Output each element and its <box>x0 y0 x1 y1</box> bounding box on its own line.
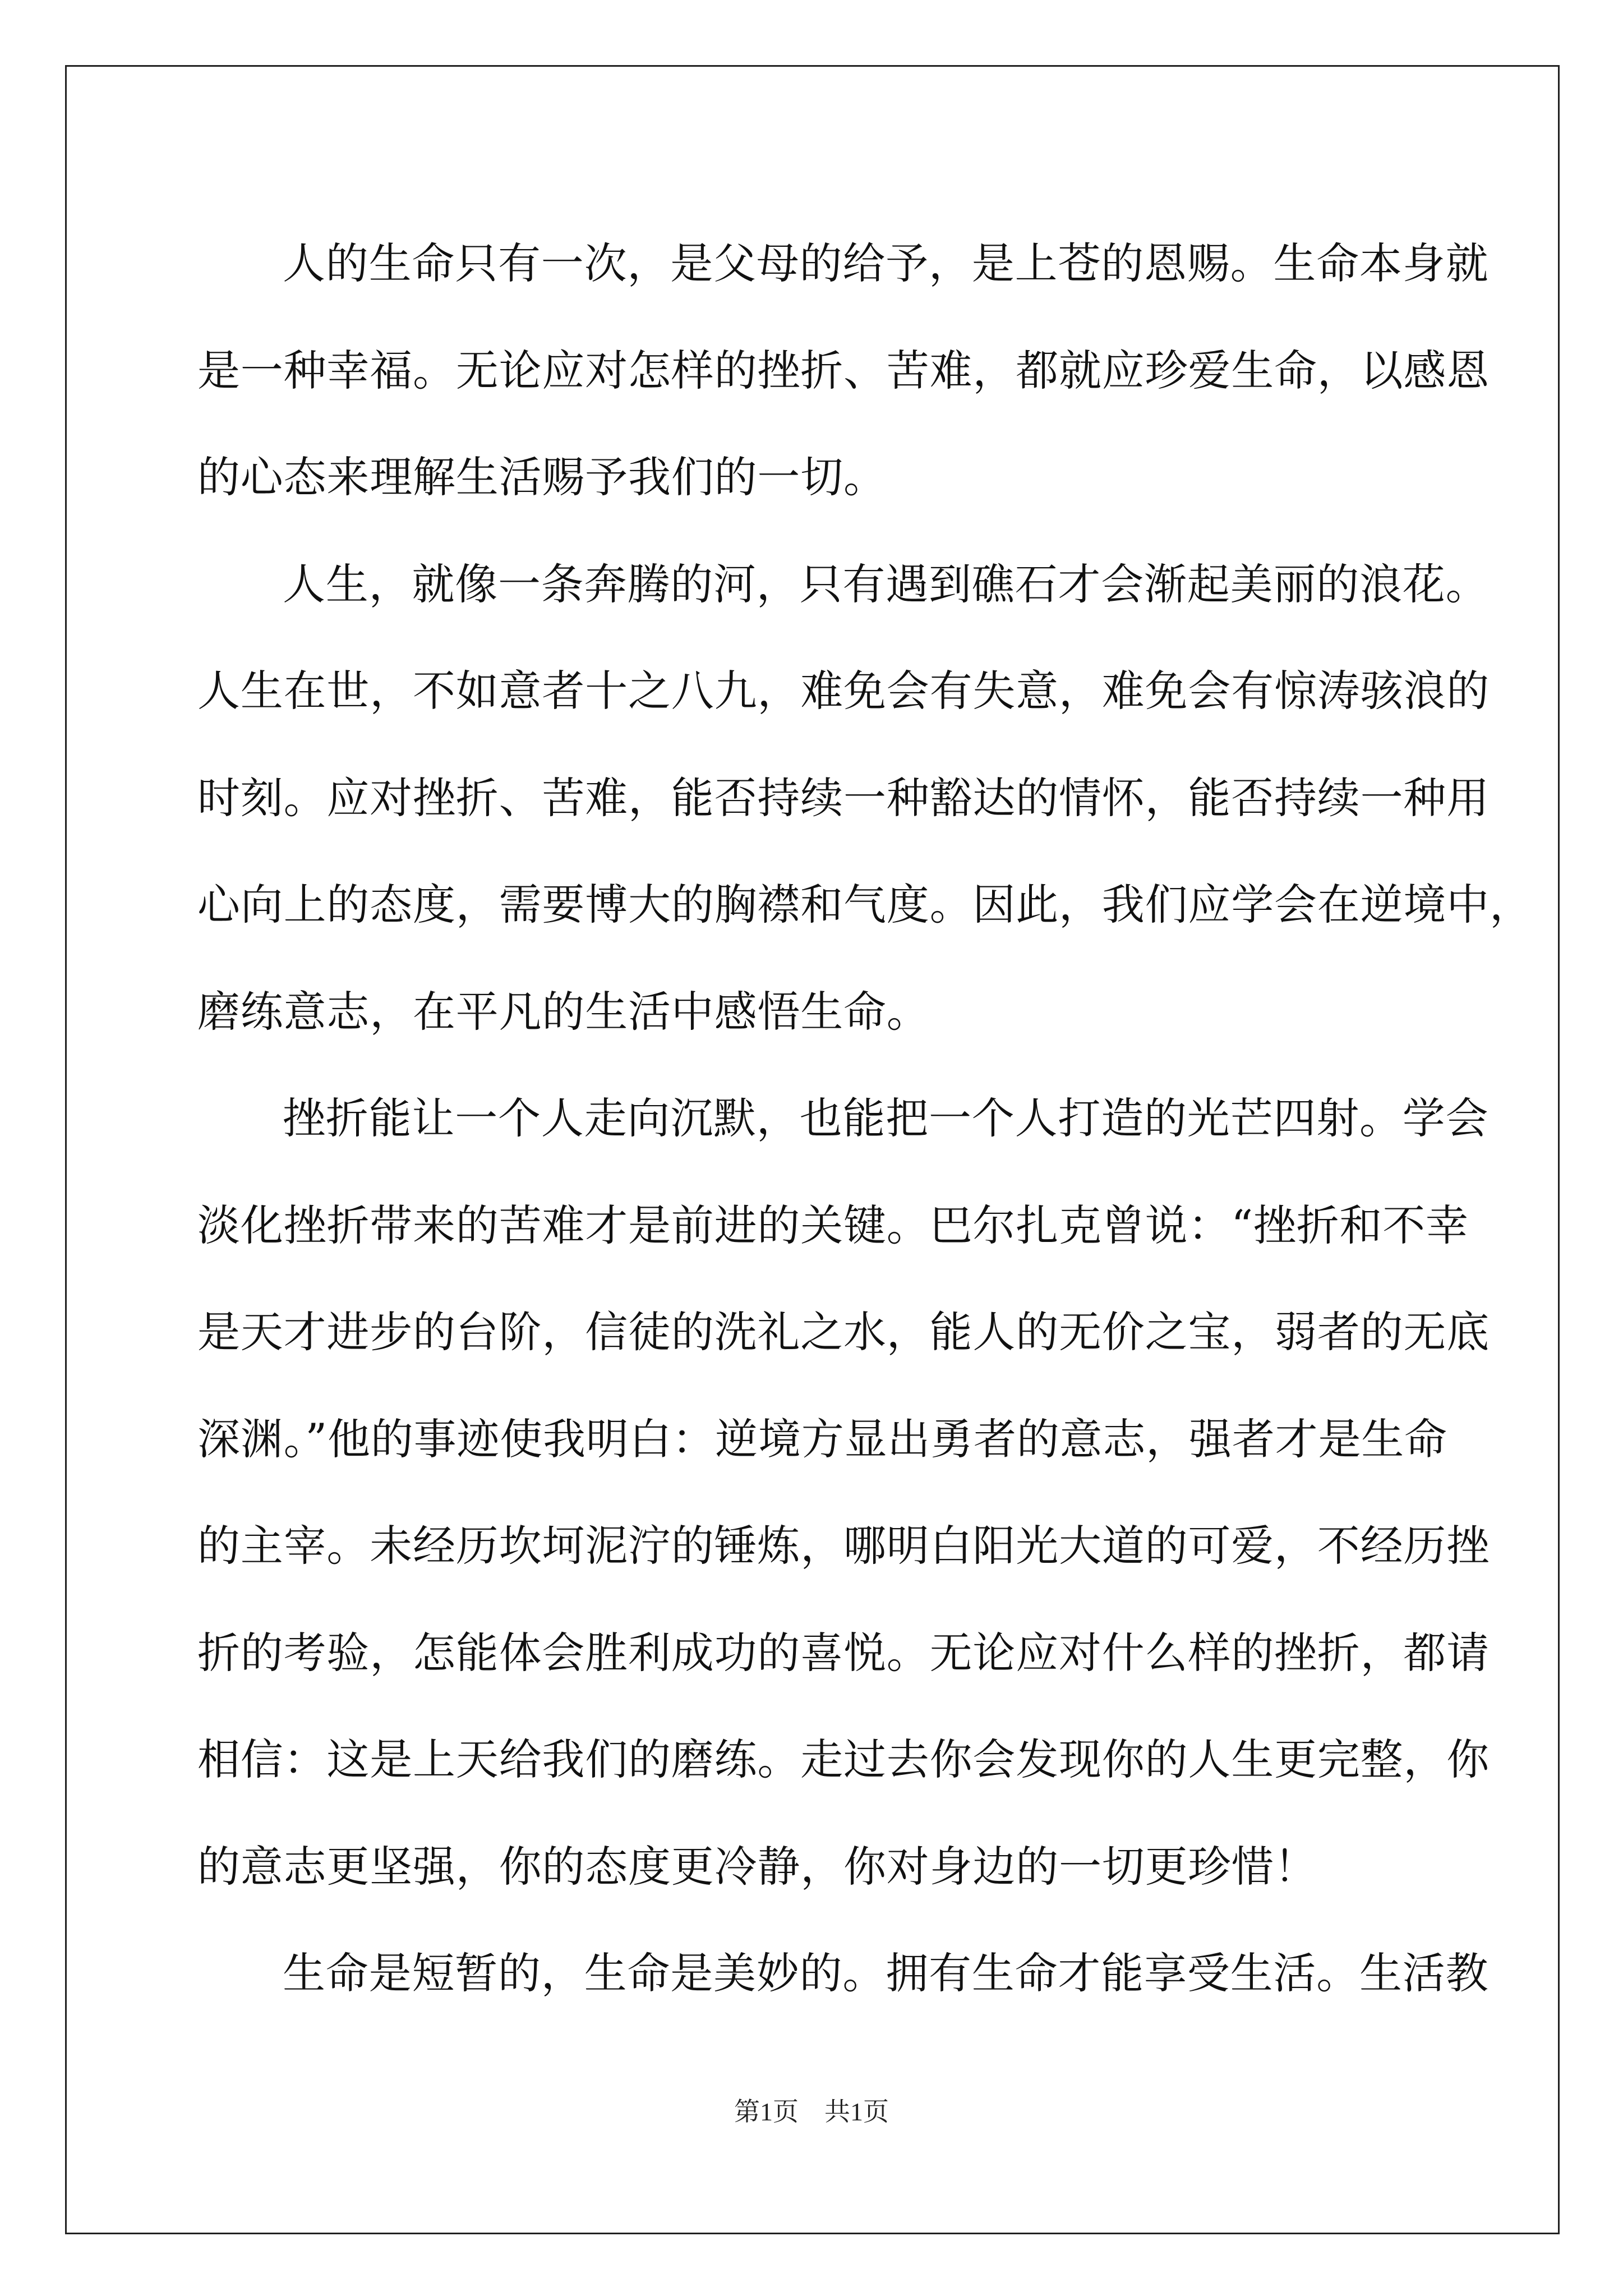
text-line: 的意志更坚强，你的态度更冷静，你对身边的一切更珍惜！ <box>197 1841 1317 1892</box>
text-line: 折的考验，怎能体会胜利成功的喜悦。无论应对什么样的挫折，都请 <box>197 1627 1490 1678</box>
text-line: 相信：这是上天给我们的磨练。走过去你会发现你的人生更完整，你 <box>197 1734 1490 1784</box>
text-line: 深渊。”他的事迹使我明白：逆境方显出勇者的意志，强者才是生命 <box>197 1414 1447 1464</box>
text-line: 生命是短暂的，生命是美妙的。拥有生命才能享受生活。生活教 <box>283 1948 1489 1998</box>
text-line: 的主宰。未经历坎坷泥泞的锤炼，哪明白阳光大道的可爱，不经历挫 <box>197 1521 1490 1571</box>
page-footer: 第1页 共1页 <box>734 2097 889 2126</box>
text-line: 是一种幸福。无论应对怎样的挫折、苦难，都就应珍爱生命，以感恩 <box>197 345 1490 395</box>
document-body <box>197 210 1533 2027</box>
text-line: 挫折能让一个人走向沉默，也能把一个人打造的光芒四射。学会 <box>283 1093 1489 1143</box>
text-line: 人生，就像一条奔腾的河，只有遇到礁石才会渐起美丽的浪花。 <box>283 559 1489 609</box>
text-line: 淡化挫折带来的苦难才是前进的关键。巴尔扎克曾说：“挫折和不幸 <box>197 1200 1469 1250</box>
text-line: 时刻。应对挫折、苦难，能否持续一种豁达的情怀，能否持续一种用 <box>197 772 1490 823</box>
text-line: 人的生命只有一次，是父母的给予，是上苍的恩赐。生命本身就 <box>283 238 1489 288</box>
text-line: 的心态来理解生活赐予我们的一切。 <box>197 452 887 502</box>
text-line: 磨练意志，在平凡的生活中感悟生命。 <box>197 986 930 1037</box>
text-line: 是天才进步的台阶，信徒的洗礼之水，能人的无价之宝，弱者的无底 <box>197 1307 1490 1357</box>
text-line: 人生在世，不如意者十之八九，难免会有失意，难免会有惊涛骇浪的 <box>197 666 1490 716</box>
text-line: 心向上的态度，需要博大的胸襟和气度。因此，我们应学会在逆境中， <box>197 880 1533 930</box>
